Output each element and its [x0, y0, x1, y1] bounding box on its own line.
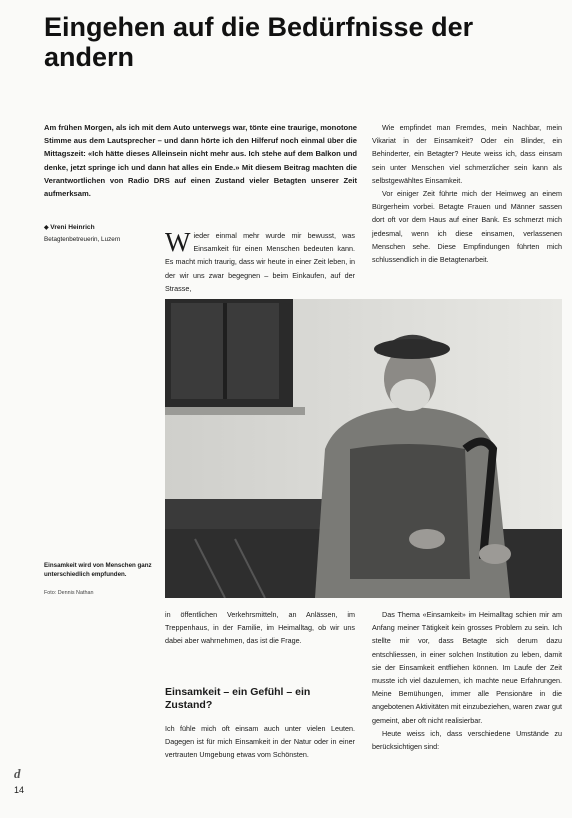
diamond-bullet-icon: ◆: [44, 225, 51, 231]
author-name: ◆ Vreni Heinrich: [44, 224, 95, 231]
author-role: Betagtenbetreuerin, Luzern: [44, 236, 121, 243]
photo-credit: Foto: Dennis Nathan: [44, 590, 94, 596]
paragraph: Heute weiss ich, dass verschiedene Umstände zu berücksichtigen sind:: [372, 728, 562, 752]
article-title: Eingehen auf die Bedürfnisse der andern: [44, 12, 474, 72]
article-lead: Am frühen Morgen, als ich mit dem Auto unterwegs war, tönte eine traurige, monotone Stimme aus dem Lautsprecher – und dann hörte ich den Hilferuf noch einmal über die Mittagszeit: «Ich hätte dieses Alleinsein nicht mehr aus. Ich stehe auf dem Balkon und denke, jetzt springe ich und dann hat alles ein Ende.» Mit diesem Beitrag machten die Verantwortlichen von Radio DRS auf einen Zustand vieler Betagten unserer Zeit aufmerksam.: [44, 123, 357, 199]
section-subheading: Einsamkeit – ein Gefühl – ein Zustand?: [165, 686, 311, 711]
paragraph: Ich fühle mich oft einsam auch unter vielen Leuten. Dagegen ist für mich Einsamkeit in der Natur oder in einer vertrauten Umgebung etwas vom Schönsten.: [165, 724, 355, 760]
body-text-right-bottom: [372, 608, 562, 753]
magazine-logo: d: [14, 766, 21, 781]
body-text-middle-bottom: [165, 608, 355, 648]
paragraph: in öffentlichen Verkehrsmitteln, an Anlässen, im Treppenhaus, in der Familie, im Heimalltag, ob wir uns dabei aber wahrnehmen, das ist die Frage.: [165, 610, 355, 646]
paragraph: Wie empfindet man Fremdes, mein Nachbar, mein Vikariat in der Einsamkeit? Oder ein Blinder, ein Behinderter, ein Betagter? Heute weiss ich, dass einsam sein unter Menschen viel schmerzlicher sein kann als selbstgewähltes Einsamkeit.: [372, 123, 562, 185]
page-number: 14: [14, 785, 25, 795]
drop-cap: W: [165, 227, 191, 257]
paragraph: Das Thema «Einsamkeit» im Heimalltag schien mir am Anfang meiner Tätigkeit kein grosses Problem zu sein. Ich stellte mir vor, dass Betagte sich derum dazu entschliessen, in einer solchen Institution zu leben, damit sie der Einsamkeit entfliehen können. Im Laufe der Zeit musste ich viel dazulernen, ich machte neue Erfahrungen. Meine Bemühungen, immer alle Pensionäre in die angebotenen Aktivitäten mit einzubeziehen, waren zwar gut gemeint, aber oft nicht realisierbar.: [372, 610, 562, 725]
body-text-middle-top: Wieder einmal mehr wurde mir bewusst, was Einsamkeit für einen Menschen bedeuten kann. Es macht mich traurig, dass wir heute in einer Zeit leben, in der wir uns zwar begegnen – beim Einkaufen, auf der Strasse,: [165, 227, 355, 293]
body-text-right-top: [372, 121, 562, 266]
article-photo: [165, 299, 562, 598]
photo-caption: Einsamkeit wird von Menschen ganz unterschiedlich empfunden.: [44, 562, 152, 578]
photo-elderly-man-illustration: [165, 299, 562, 598]
paragraph: Vor einiger Zeit führte mich der Heimweg an einem Bürgerheim vorbei. Betagte Frauen und Männer sassen dort oft vor dem Haus auf einer Bank. Es schmerzt mich jedesmal, wenn ich diese einsamen, verlassenen Menschen sehe. Diese Empfindungen führten mich schlussendlich in die Betagtenarbeit.: [372, 189, 562, 265]
body-text-middle-bottom-2: [165, 722, 355, 762]
